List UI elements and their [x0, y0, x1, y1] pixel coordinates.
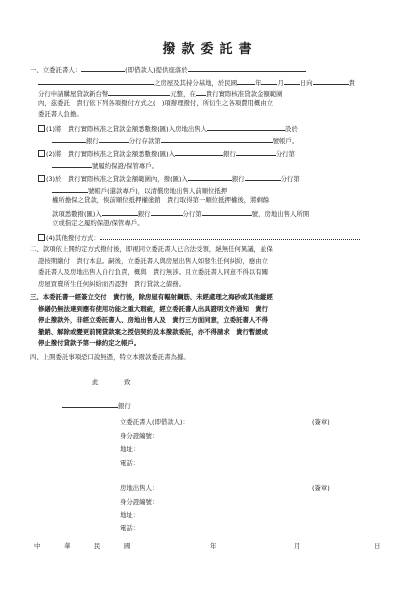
sec2-line4: 房屋買賣所生任何糾紛而否認對 貴行貸款之債務。	[38, 280, 185, 288]
seller-sign-label: (簽章)	[312, 484, 330, 492]
borrower-name-blank[interactable]	[81, 65, 125, 72]
sec1-line2: 之房屋及其持分基地，於民國 年 月 日向 貴	[38, 78, 355, 87]
closing-bank-line: 銀行	[62, 401, 131, 410]
property-location-blank-2[interactable]	[38, 78, 154, 85]
sec3-line2: 修繕仍無法達到應有使用功能之重大瑕疵，經立委託書人出具證明文件通知 貴行	[38, 305, 269, 313]
option2-line2: 號履約保證/保管專戶。	[52, 161, 158, 170]
date-guo: 國	[124, 542, 131, 550]
sec3-line4: 撤銷、解除或變更前開貸款案之授信契約及本撥款委託，亦不得請求 貴行暫緩或	[38, 328, 269, 336]
account-blank-1[interactable]	[161, 136, 273, 143]
option1-line1: (1)將 貴行實際核准之貸款金額悉數撥(匯)入房地出售人 設於	[38, 124, 298, 133]
option1-checkbox[interactable]	[38, 125, 45, 132]
branch-blank-3[interactable]	[245, 174, 281, 181]
sec2-line3: 委託書人及房地出售人自行負責，概與 貴行無涉。且立委託書人同意不得以有關	[38, 268, 269, 276]
date-year: 年	[210, 542, 217, 550]
option4-line: (4)其他撥付方式：	[38, 233, 360, 242]
date-hua: 華	[64, 542, 71, 550]
option3-line1: (3)於 貴行實際核准之貸款金額範圍內，撥(匯)入 銀行 分行第	[38, 174, 300, 183]
date-day: 日	[374, 542, 381, 550]
option3-checkbox[interactable]	[38, 175, 45, 182]
year-blank[interactable]	[237, 78, 255, 85]
option3-line3: 權所擔保之貸款，俟前順位抵押權塗銷 貴行取得第一順位抵押權後，將剩餘	[52, 196, 270, 204]
loan-amount-blank[interactable]	[108, 89, 170, 96]
branch-blank-1[interactable]	[99, 136, 129, 143]
sec1-line1: 一、立委託書人： (即借款人)提供座落於	[30, 65, 306, 74]
seller-name-label: 房地出售人：	[120, 484, 159, 492]
branch-blank-2[interactable]	[236, 149, 276, 156]
borrower-id-label: 身分證編號：	[120, 432, 159, 440]
option2-line1: (2)將 貴行實際核准之貸款金額悉數撥(匯)入 銀行 分行第	[38, 149, 295, 158]
option2-checkbox[interactable]	[38, 150, 45, 157]
seller-id-label: 身分證編號：	[120, 498, 159, 506]
borrower-phone-label: 電話：	[120, 459, 140, 467]
option4-checkbox[interactable]	[38, 234, 45, 241]
seller-phone-label: 電話：	[120, 524, 140, 532]
seller-address-label: 地址：	[120, 511, 140, 519]
borrower-address-label: 地址：	[120, 445, 140, 453]
bank-name-blank-4[interactable]	[102, 209, 138, 216]
closing-ci: 此	[92, 378, 99, 386]
bank-blank[interactable]	[313, 78, 349, 85]
sec3-line1: 三、本委託書一經簽立交付 貴行後，除房屋有輻射鋼筋、未經處理之海砂或其他縱經	[30, 293, 273, 301]
other-method-blank[interactable]	[100, 233, 360, 240]
seller-name-blank[interactable]	[207, 124, 285, 131]
recipient-bank-blank[interactable]	[62, 401, 118, 408]
blank-short[interactable]	[196, 89, 206, 96]
option3-line4: 款項悉數撥(匯)入 銀行 分行第 號，房地出售人所開	[52, 210, 310, 218]
property-location-blank[interactable]	[188, 65, 306, 72]
sec2-line2: 證按期繳付 貴行本息。嗣後，立委託書人與房屋出售人如發生任何糾紛，應由立	[38, 257, 269, 265]
option3-line2: 號帳戶(還款專戶)，以清償房地出售人前順位抵押	[52, 186, 227, 195]
account-blank-4[interactable]	[202, 209, 252, 216]
sec1-line4: 內，茲委託 貴行依下列各項撥付方式之( )項辦理撥付，所衍生之各項費用概由立	[38, 99, 274, 107]
sec3-line3: 停止撥款外，非經立委託書人、房地出售人及 貴行三方面同意，立委託書人不得	[38, 316, 269, 324]
page-title: 撥款委託書	[162, 42, 258, 57]
sec1-line3: 分行申請購屋貸款新台幣 元整，在 貴行實際核准貸款金額範圍	[38, 90, 283, 98]
sec4-line: 四、上開委託事項恐口說無憑，特立本撥款委託書為據。	[30, 353, 190, 361]
date-zhong: 中	[34, 542, 41, 550]
account-blank-2[interactable]	[52, 161, 92, 168]
date-min: 民	[94, 542, 101, 550]
option3-line5: 立或指定之履約保證/保管專戶。	[52, 219, 144, 227]
sec3-line5: 停止撥付貸款予第一條約定之帳戶。	[38, 339, 141, 347]
bank-name-blank-1[interactable]	[52, 136, 86, 143]
date-month: 月	[294, 542, 301, 550]
borrower-sign-label: (簽章)	[312, 418, 330, 426]
bank-name-blank-2[interactable]	[175, 149, 223, 156]
sec1-line5: 委託書人負擔。	[38, 110, 83, 118]
closing-zhi: 致	[124, 378, 131, 386]
option1-line2: 銀行 分行存款第 號帳戶。	[52, 136, 298, 145]
day-blank[interactable]	[284, 78, 300, 85]
month-blank[interactable]	[261, 78, 277, 85]
branch-blank-4[interactable]	[151, 209, 183, 216]
account-blank-3[interactable]	[52, 186, 88, 193]
borrower-name-label: 立委託書人(即借款人)：	[120, 418, 189, 426]
sec2-line1: 二、款項依上開約定方式撥付後，即視同立委託書人已合法受領，絕無任何異議，並保	[30, 245, 273, 253]
bank-name-blank-3[interactable]	[188, 174, 232, 181]
